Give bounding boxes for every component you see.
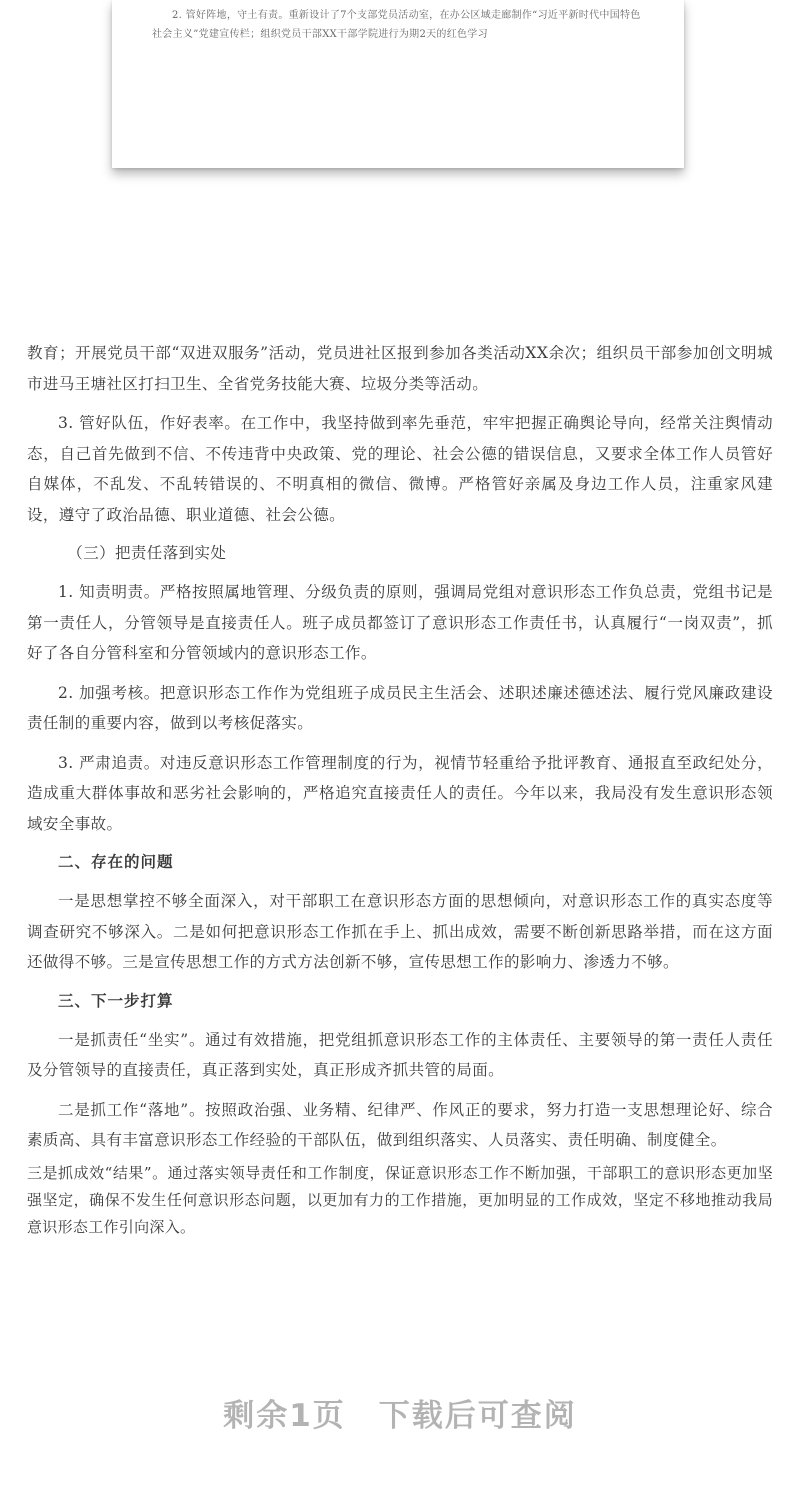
- preview-text: 2. 管好阵地，守土有责。重新设计了7个支部党员活动室，在办公区域走廊制作“习近平新时代中国特色社会主义”党建宣传栏；组织党员干部XX干部学院进行为期2天的红色学习: [152, 10, 641, 40]
- paragraph-step-two: 二是抓工作“落地”。按照政治强、业务精、纪律严、作风正的要求，努力打造一支思想理论好、综合素质高、具有丰富意识形态工作经验的干部队伍，做到组织落实、人员落实、责任明确、制度健全。: [27, 1100, 773, 1149]
- paragraph-continuation: 教育；开展党员干部“双进双服务”活动，党员进社区报到参加各类活动XX余次；组织员干部参加创文明城市进马王塘社区打扫卫生、全省党务技能大赛、垃圾分类等活动。: [27, 344, 773, 393]
- heading-next-steps: 三、下一步打算: [58, 990, 174, 1010]
- paragraph-problems: 一是思想掌控不够全面深入，对干部职工在意识形态方面的思想倾向，对意识形态工作的真实态度等调查研究不够深入。二是如何把意识形态工作抓在手上、抓出成效，需要不断创新思路举措，而在这方面还做得不够。三是宣传思想工作的方式方法创新不够，宣传思想工作的影响力、渗透力不够。: [27, 892, 773, 971]
- heading-problems: 二、存在的问题: [58, 852, 174, 871]
- paragraph-know-duty: 1. 知责明责。严格按照属地管理、分级负责的原则，强调局党组对意识形态工作负总责，党组书记是第一责任人，分管领导是直接责任人。班子成员都签订了意识形态工作责任书，认真履行“一岗双责”，抓好了各自分管科室和分管领域内的意识形态工作。: [27, 583, 773, 662]
- paragraph-assessment: 2. 加强考核。把意识形态工作作为党组班子成员民主生活会、述职述廉述德述法、履行党风廉政建设责任制的重要内容，做到以考核促落实。: [27, 683, 773, 732]
- paragraph-step-one: 一是抓责任“坐实”。通过有效措施，把党组抓意识形态工作的主体责任、主要领导的第一责任人责任及分管领导的直接责任，真正落到实处，真正形成齐抓共管的局面。: [27, 1030, 773, 1079]
- remaining-pages-note[interactable]: 剩余1页 下载后可查阅: [223, 1398, 577, 1434]
- paragraph-accountability: 3. 严肃追责。对违反意识形态工作管理制度的行为，视情节轻重给予批评教育、通报直至政纪处分，造成重大群体事故和恶劣社会影响的，严格追究直接责任人的责任。今年以来，我局没有发生意识形态领域安全事故。: [27, 753, 773, 833]
- paragraph-manage-team: 3. 管好队伍，作好表率。在工作中，我坚持做到率先垂范，牢牢把握正确舆论导向，经常关注舆情动态，自己首先做到不信、不传违背中央政策、党的理论、社会公德的错误信息，又要求全体工作人员管好自媒体，不乱发、不乱转错误的、不明真相的微信、微博。严格管好亲属及身边工作人员，注重家风建设，遵守了政治品德、职业道德、社会公德。: [27, 414, 773, 524]
- page-preview-card: [112, 0, 684, 168]
- paragraph-step-three: 三是抓成效“结果”。通过落实领导责任和工作制度，保证意识形态工作不断加强，干部职工的意识形态更加坚强坚定，确保不发生任何意识形态问题，以更加有力的工作措施，更加明显的工作成效，坚定不移地推动我局意识形态工作引向深入。: [27, 1163, 773, 1236]
- subheading-responsibility: （三）把责任落到实处: [67, 544, 227, 562]
- document-body: [27, 338, 773, 1241]
